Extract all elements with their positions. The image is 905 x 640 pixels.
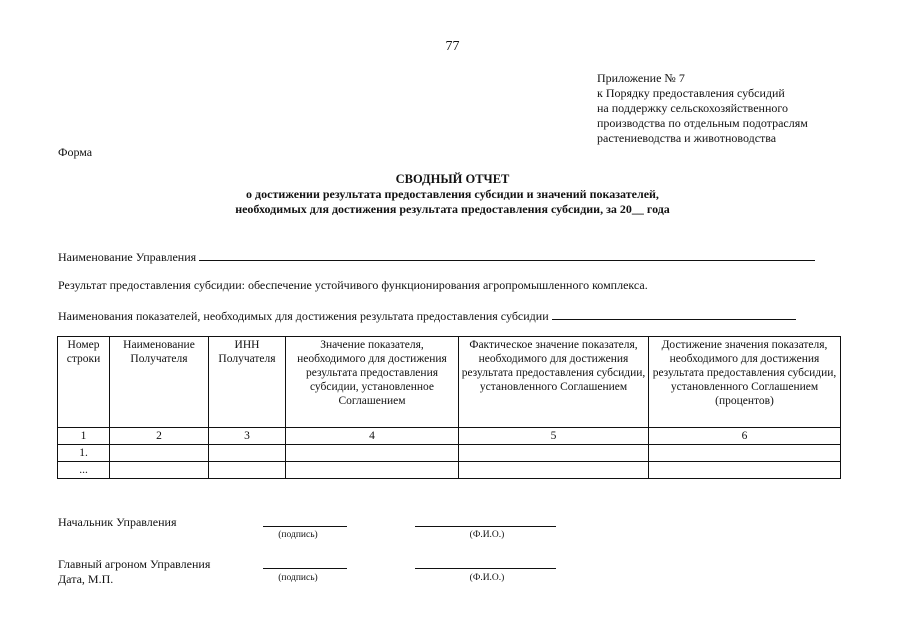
appendix-line: растениеводства и животноводства bbox=[597, 131, 777, 145]
appendix-line: Приложение № 7 bbox=[597, 71, 685, 85]
table-cell[interactable] bbox=[649, 445, 841, 462]
appendix-header bbox=[597, 71, 897, 146]
column-header: Наименование Получателя bbox=[110, 337, 209, 428]
appendix-line: производства по отдельным подотраслям bbox=[597, 116, 808, 130]
name-caption: (Ф.И.О.) bbox=[469, 530, 505, 540]
table-cell[interactable] bbox=[286, 445, 459, 462]
table-header-row bbox=[58, 337, 841, 428]
report-table bbox=[57, 336, 841, 479]
column-number: 4 bbox=[286, 428, 459, 445]
table-cell[interactable] bbox=[110, 462, 209, 479]
column-number: 2 bbox=[110, 428, 209, 445]
indicators-blank-line[interactable] bbox=[552, 307, 796, 320]
signature-caption: (подпись) bbox=[278, 573, 318, 583]
column-header: Фактическое значение показателя, необходимого для достижения результата предоставления субсидии, установленного Соглашением bbox=[459, 337, 649, 428]
table-cell[interactable] bbox=[649, 462, 841, 479]
table-cell[interactable] bbox=[286, 462, 459, 479]
department-label: Наименование Управления bbox=[58, 250, 197, 264]
table-cell[interactable] bbox=[209, 462, 286, 479]
chief-agronomist-label: Главный агроном Управления bbox=[58, 557, 211, 571]
column-header: ИНН Получателя bbox=[209, 337, 286, 428]
column-number-row bbox=[58, 428, 841, 445]
date-seal-label: Дата, М.П. bbox=[58, 572, 114, 586]
table-row bbox=[58, 462, 841, 479]
table-cell[interactable]: ... bbox=[58, 462, 110, 479]
report-title-line: о достижении результата предоставления субсидии и значений показателей, bbox=[246, 187, 659, 201]
head-of-department-label: Начальник Управления bbox=[58, 515, 177, 529]
column-number: 6 bbox=[649, 428, 841, 445]
table-cell[interactable]: 1. bbox=[58, 445, 110, 462]
indicators-label: Наименования показателей, необходимых для достижения результата предоставления субсидии bbox=[58, 309, 549, 323]
table-cell[interactable] bbox=[459, 445, 649, 462]
result-text: Результат предоставления субсидии: обеспечение устойчивого функционирования агропромышленного комплекса. bbox=[58, 278, 648, 292]
name-caption: (Ф.И.О.) bbox=[469, 573, 505, 583]
column-number: 5 bbox=[459, 428, 649, 445]
table-row bbox=[58, 445, 841, 462]
department-field bbox=[58, 248, 815, 265]
department-blank-line[interactable] bbox=[199, 248, 815, 261]
signature-caption: (подпись) bbox=[278, 530, 318, 540]
indicators-field bbox=[58, 307, 796, 324]
column-number: 3 bbox=[209, 428, 286, 445]
head-name-line[interactable] bbox=[415, 526, 556, 527]
head-signature-line[interactable] bbox=[263, 526, 347, 527]
agronomist-name-line[interactable] bbox=[415, 568, 556, 569]
table-cell[interactable] bbox=[110, 445, 209, 462]
page-number: 77 bbox=[445, 39, 460, 54]
appendix-line: к Порядку предоставления субсидий bbox=[597, 86, 785, 100]
column-header: Значение показателя, необходимого для достижения результата предоставления субсидии, установленное Соглашением bbox=[286, 337, 459, 428]
report-title bbox=[0, 172, 905, 217]
column-number: 1 bbox=[58, 428, 110, 445]
table-cell[interactable] bbox=[209, 445, 286, 462]
report-title-main: СВОДНЫЙ ОТЧЕТ bbox=[395, 172, 510, 186]
column-header: Достижение значения показателя, необходимого для достижения результата предоставления субсидии, установленного Соглашением (процентов) bbox=[649, 337, 841, 428]
report-title-line: необходимых для достижения результата предоставления субсидии, за 20__ года bbox=[235, 202, 670, 216]
table-cell[interactable] bbox=[459, 462, 649, 479]
column-header: Номер строки bbox=[58, 337, 110, 428]
agronomist-signature-line[interactable] bbox=[263, 568, 347, 569]
appendix-line: на поддержку сельскохозяйственного bbox=[597, 101, 789, 115]
form-label: Форма bbox=[58, 145, 93, 159]
